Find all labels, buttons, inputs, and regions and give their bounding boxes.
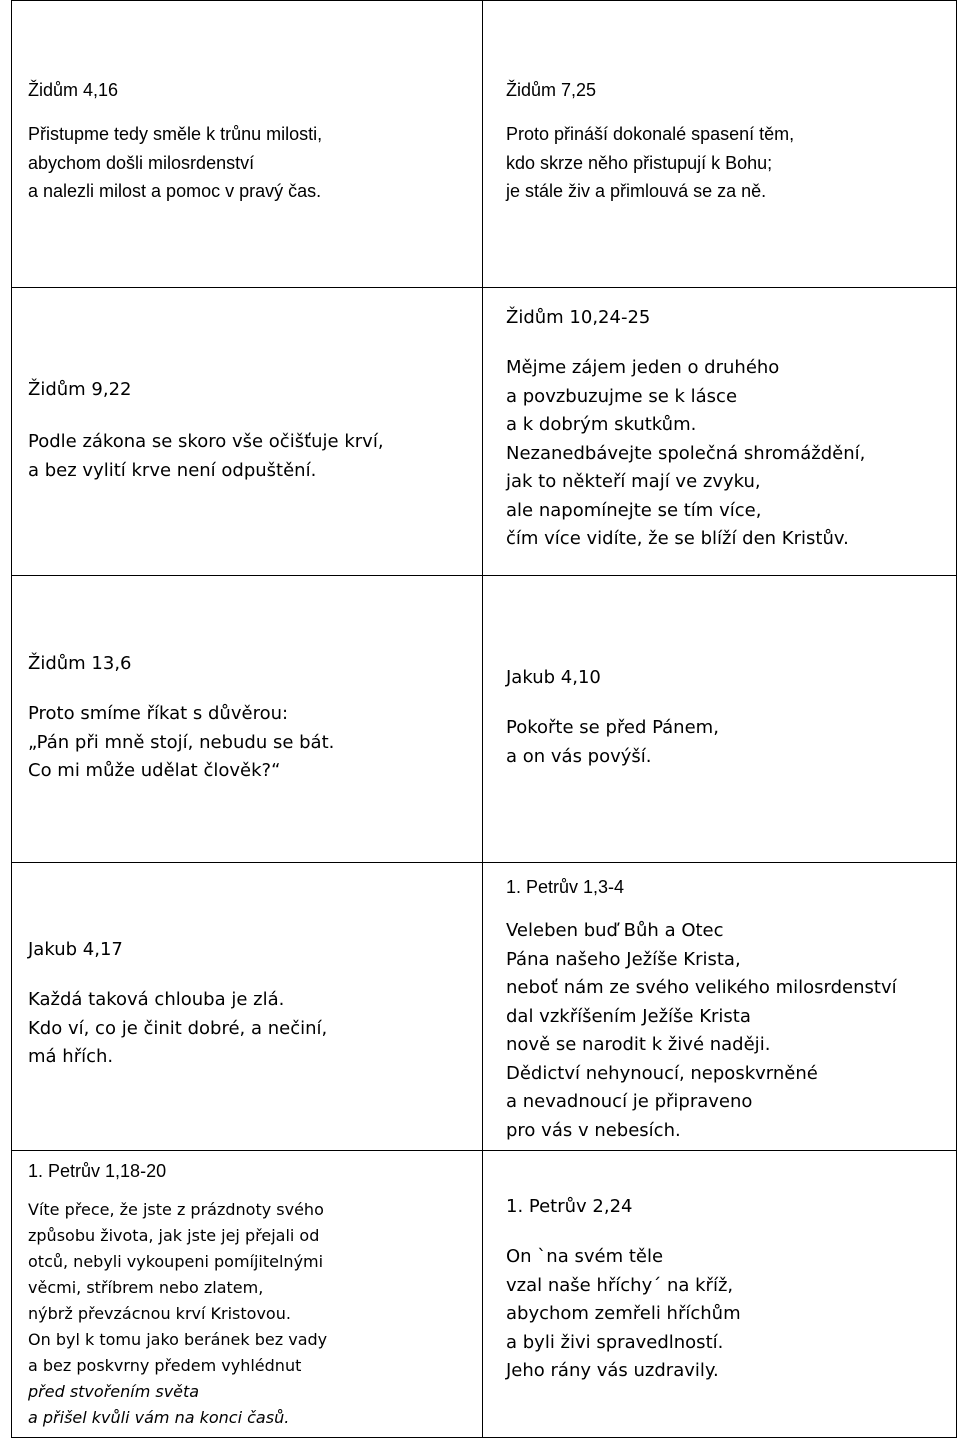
verse-line: abychom zemřeli hříchům	[506, 1303, 741, 1324]
verse-line: pro vás v nebesích.	[506, 1119, 681, 1141]
verse-line: „Pán při mně stojí, nebudu se bát.	[28, 731, 335, 753]
verse-line: ale napomínejte se tím více,	[506, 499, 762, 521]
verse-text	[506, 354, 946, 554]
verse-line: Nezanedbávejte společná shromáždění,	[506, 442, 866, 464]
verse-text	[28, 120, 468, 206]
verse-line: způsobu života, jak jste jej přejali od	[28, 1226, 320, 1245]
verse-line: a k dobrým skutkům.	[506, 414, 697, 435]
grid-line	[956, 0, 957, 1438]
verse-line: a přišel kvůli vám na konci časů.	[28, 1408, 290, 1427]
verse-line: nýbrž převzácnou krví Kristovou.	[28, 1304, 291, 1323]
verse-line: Pokořte se před Pánem,	[506, 717, 719, 738]
verse-card-james-4-10	[506, 664, 946, 771]
verse-reference: 1. Petrův 2,24	[506, 1196, 633, 1217]
verse-line: a povzbuzujme se k lásce	[506, 385, 738, 407]
verse-text	[506, 1243, 946, 1386]
verse-line: abychom došli milosrdenství	[28, 152, 255, 173]
verse-text	[506, 120, 946, 206]
verse-line: před stvořením světa	[28, 1382, 200, 1401]
verse-card-james-4-17	[28, 936, 473, 1072]
verse-line: neboť nám ze svého velikého milosrdenství	[506, 977, 897, 998]
verse-card-hebrews-9-22	[28, 376, 473, 485]
verse-card-1-peter-2-24	[506, 1193, 946, 1386]
verse-line: Dědictví nehynoucí, neposkvrněné	[506, 1062, 818, 1084]
verse-card-hebrews-4-16	[28, 76, 468, 206]
verse-line: nově se narodit k živé naději.	[506, 1034, 771, 1055]
verse-line: Každá taková chlouba je zlá.	[28, 989, 285, 1010]
verse-reference: Židům 10,24-25	[506, 307, 651, 328]
verse-text	[28, 428, 473, 485]
verse-line: čím více vidíte, že se blíží den Kristův.	[506, 528, 849, 549]
verse-line: a bez poskvrny předem vyhlédnut	[28, 1356, 302, 1375]
verse-line: a on vás povýší.	[506, 745, 652, 767]
verse-line: Přistupme tedy směle k trůnu milosti,	[28, 124, 323, 144]
verse-card-1-peter-1-18-20	[28, 1157, 473, 1431]
verse-line: a bez vylití krve není odpuštění.	[28, 459, 317, 481]
verse-line: Pána našeho Ježíše Krista,	[506, 948, 741, 970]
verse-reference: Židům 7,25	[506, 80, 597, 100]
verse-line: kdo skrze něho přistupují k Bohu;	[506, 152, 773, 173]
grid-line	[482, 0, 483, 1438]
grid-line	[11, 0, 957, 1]
verse-reference: Jakub 4,10	[506, 667, 601, 688]
verse-line: Co mi může udělat člověk?“	[28, 760, 281, 781]
verse-line: a byli živi spravedlností.	[506, 1331, 724, 1353]
verse-line: otců, nebyli vykoupeni pomíjitelnými	[28, 1252, 324, 1271]
verse-line: Mějme zájem jeden o druhého	[506, 357, 780, 378]
grid-line	[11, 0, 12, 1438]
verse-line: Jeho rány vás uzdravily.	[506, 1360, 719, 1381]
verse-reference: Židům 9,22	[28, 379, 132, 400]
verse-line: je stále živ a přimlouvá se za ně.	[506, 181, 767, 201]
grid-line	[11, 1150, 957, 1151]
verse-line: Proto smíme říkat s důvěrou:	[28, 703, 289, 724]
verse-line: vzal naše hříchy´ na kříž,	[506, 1274, 734, 1296]
verse-line: Veleben buď Bůh a Otec	[506, 920, 724, 941]
verse-card-hebrews-7-25	[506, 76, 946, 206]
verse-text	[28, 986, 473, 1072]
verse-line: On `na svém těle	[506, 1246, 664, 1267]
verse-reference: Židům 4,16	[28, 80, 119, 100]
verse-line: dal vzkříšením Ježíše Krista	[506, 1005, 751, 1027]
verse-card-1-peter-1-3-4	[506, 873, 946, 1145]
verse-line: Proto přináší dokonalé spasení těm,	[506, 124, 795, 144]
verse-card-hebrews-10-24-25	[506, 304, 946, 554]
verse-line: věcmi, stříbrem nebo zlatem,	[28, 1278, 264, 1297]
verse-line: a nevadnoucí je připraveno	[506, 1091, 753, 1112]
verse-line: Podle zákona se skoro vše očišťuje krví,	[28, 431, 384, 452]
verse-text	[28, 1197, 473, 1431]
verse-line: jak to někteří mají ve zvyku,	[506, 471, 761, 492]
verse-line: Kdo ví, co je činit dobré, a nečiní,	[28, 1017, 328, 1039]
verse-line: má hřích.	[28, 1046, 114, 1067]
verse-line: On byl k tomu jako beránek bez vady	[28, 1330, 328, 1349]
verse-reference: Jakub 4,17	[28, 939, 123, 960]
verse-text	[28, 700, 473, 786]
verse-text	[506, 714, 946, 771]
grid-line	[11, 575, 957, 576]
verse-card-hebrews-13-6	[28, 650, 473, 786]
grid-line	[11, 862, 957, 863]
grid-line	[11, 287, 957, 288]
verse-reference: 1. Petrův 1,18-20	[28, 1161, 167, 1181]
verse-reference: 1. Petrův 1,3-4	[506, 877, 625, 897]
verse-reference: Židům 13,6	[28, 653, 132, 674]
verse-line: Víte přece, že jste z prázdnoty svého	[28, 1200, 324, 1219]
verse-text	[506, 917, 946, 1145]
verse-line: a nalezli milost a pomoc v pravý čas.	[28, 181, 322, 201]
